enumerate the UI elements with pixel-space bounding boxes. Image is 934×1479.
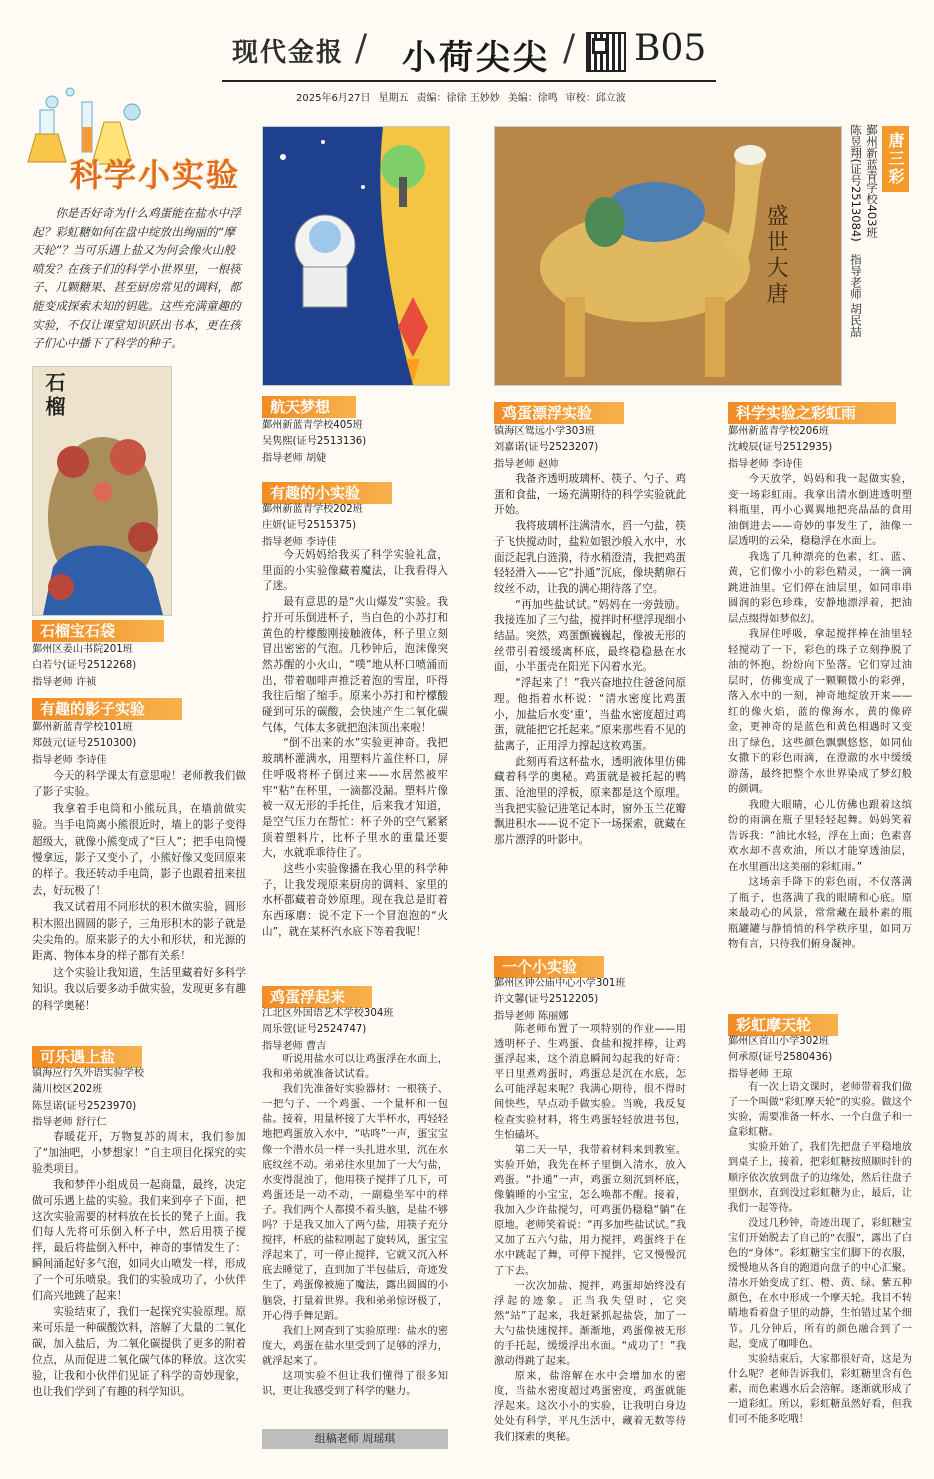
article-body: 我备齐透明玻璃杯、筷子、勺子、鸡蛋和食盐，一场充满期待的科学实验就此开始。 我将玻璃杯注满清水，舀一勺盐，筷子飞快搅动时，盐粒如银沙般入水中，水面泛起乳白涟漪，待水稍澄清，我把鸡蛋轻轻滑入——它“扑通”沉底，像块鹅卵石纹丝不动，让我的满心期待落了空。 “再加些盐试试。”妈妈在一旁鼓励。我接连加了三勺盐，搅拌时杯壁浮现细小结晶。突然，鸡蛋颤巍巍起，像被无形的丝带引着缓缓离杯底，最终稳稳悬在水面，小半蛋壳在阳光下闪着水光。 “浮起来了！”我兴奋地拉住爸爸问原理。他指着水杯说：“清水密度比鸡蛋小，加盐后水变‘重’，当盐水密度超过鸡蛋，就能把它托起来。”原来那些看不见的盐离子，正用浮力撑起这枚鸡蛋。 此刻再看这杯盐水，透明液体里仿佛藏着科学的奥秘。鸡蛋就是被托起的鸭蛋、沧池里的浮板，原来都是这个原理。当我把实验记进笔记本时，窗外玉兰花瓣飘进积水——说不定下一场探索，就藏在那片漂浮的叶影中。 [494, 473, 686, 847]
art-caption: 唐三彩 [882, 126, 909, 192]
intro-text: 你是否好奇为什么鸡蛋能在盐水中浮起？彩虹糖如何在盘中绽放出绚丽的“摩天轮”？当可乐遇上盐又为何会像火山般喷发？在孩子们的科学小世界里，一根筷子、几颗糖果、甚至厨房常见的调料，都能变成探索未知的钥匙。这些充满童趣的实验，不仅让课堂知识跃出书本，更在孩子们心中播下了科学的种子。 [32, 206, 241, 351]
article-title: 彩虹摩天轮 [728, 1014, 838, 1036]
art-credit: 鄞州区姜山书院201班 白若兮(证号2512268) 指导老师 许祯 [32, 644, 137, 688]
art-caption: 石榴宝石袋 [32, 620, 164, 642]
painting-inscription: 盛世大唐 [763, 204, 788, 308]
organizer-credit: 组稿老师 周瑶琪 [262, 1429, 448, 1449]
paper-name: 现代金报 [232, 38, 345, 68]
article-title: 有趣的影子实验 [32, 698, 182, 720]
article-body: 听说用盐水可以让鸡蛋浮在水面上，我和弟弟就准备试试看。 我们先准备好实验器材：一根筷子、一把勺子、一个鸡蛋、一个量杯和一包盐。接着，用量杯接了大半杯水，再轻轻地把鸡蛋放入水中，“咕咚”一声，蛋宝宝像一个潜水员一样一头扎进水里，沉在水底纹丝不动。弟弟往水里加了一大勺盐，水变得混浊了，他用筷子搅拌了几下，可鸡蛋还是一动不动，一副稳坐军中的样子。我们两个人都摸不着头脑，是盐不够吗？于是我又加入了两勺盐，用筷子充分搅拌，杯底的盐粒刚起了旋转风，蛋宝宝浮起来了，可一停止搅拌，它就又沉入杯底去睡觉了，直到加了半包盐后，奇迹发生了，鸡蛋像被施了魔法，露出圆圆的小脑袋，打量着世界。我和弟弟惊讶极了，开心得手舞足蹈。 我们上网查到了实验原理：盐水的密度大，鸡蛋在盐水里受到了足够的浮力，就浮起来了。 这项实验不但让我们懂得了很多知识，更让我感受到了科学的魅力。 [262, 1053, 448, 1398]
article-body: 陈老师布置了一项特别的作业——用透明杯子、生鸡蛋、食盐和搅拌棒，让鸡蛋浮起来，这个消息瞬间勾起我的好奇：平日里煮鸡蛋时，鸡蛋总是沉在水底，怎么可能浮起来呢？我满心期待，很不得时间快些，早点动手做实验。当晚，我反复检查实验材料，将生鸡蛋轻轻放进书包，生怕磕坏。 第二天一早，我带着材料来到教室。实验开始，我先在杯子里倒入清水，放入鸡蛋。“扑通”一声，鸡蛋立刻沉到杯底，像躺睡的小宝宝，怎么唤都不醒。接着，我加入少许盐搅匀，可鸡蛋仍稳稳“躺”在原地。老师笑着说：“再多加些盐试试。”我又加了五六勺盐，用力搅拌，鸡蛋终于在水中跳起了舞，可停下搅拌，它又慢慢沉了下去。 一次次加盐、搅拌，鸡蛋却始终没有浮起的迹象。正当我失望时，它突然“站”了起来，我赶紧抓起盐袋，加了一大勺盐快速搅拌。渐渐地，鸡蛋像被无形的手托起，缓缓浮出水面。“成功了！”我激动得跳了起来。 原来，盐溶解在水中会增加水的密度，当盐水密度超过鸡蛋密度，鸡蛋就能浮起来。这次小小的实验，让我明白身边处处有科学，平凡生活中，藏着无数等待我们探索的奥秘。 [494, 1023, 686, 1443]
article-title: 科学实验之彩虹雨 [728, 402, 896, 424]
section-name: 小荷尖尖 [402, 38, 550, 78]
article-byline: 鄞州区钟公庙中心小学301班 许文馨(证号2512205) 指导老师 陈丽娜 [494, 978, 626, 1022]
masthead-rule [222, 80, 716, 82]
page-number: B05 [634, 28, 707, 69]
article-body: 春暖花开，万物复苏的周末，我们参加了“加油吧，小梦想家！”自主项目化探究的实验类项目。 我和梦伴小组成员一起商量，最终，决定做可乐遇上盐的实验。我们来到亭子下面，把这次实验需要的材料放在长长的凳子上面。我们每人先将可乐倒入杯子中，然后用筷子搅拌，最后将盐倒入杯中，神奇的事情发生了：瞬间涌起好多气泡，如同火山喷发一样，形成了一个可乐喷泉。我们的实验成功了，小伙伴们高兴地跳了起来！ 实验结束了，我们一起探究实验原理。原来可乐是一种碳酸饮料，溶解了大量的二氧化碳，加入盐后，为二氧化碳提供了更多的附着位点，从而促进二氧化碳气体的释放。这次实验，让我和小伙伴们见证了科学的奇妙现象，也让我们学到了有趣的科学知识。 [32, 1131, 246, 1398]
article-body: 今天放学，妈妈和我一起做实验，变一场彩虹雨。我拿出清水倒进透明塑料瓶里，再小心翼翼地把亮晶晶的食用油倒进去——奇妙的事发生了，油像一层透明的云朵，稳稳浮在水面上。 我选了几种漂亮的色素，红、蓝、黄，它们像小小的彩色精灵，一滴一滴跳进油里。它们停在油层里，如同串串圆润的彩色珍珠，安静地漂浮着，把油层点缀得如梦似幻。 我屏住呼吸，拿起搅拌棒在油里轻轻搅动了一下，彩色的珠子立刻挣脱了油的怀抱，纷纷向下坠落。它们穿过油层时，仿佛变成了一颗颗微小的彩弹，落入水中的一刻，神奇地绽放开来——红的像火焰，蓝的像海水，黄的像碎金，更神奇的是蓝色和黄色相遇时又变出了绿色，这些颜色飘飘悠悠，如同仙女撒下的彩色雨滴，在澄澈的水中缓缓游荡，最终把整个水世界染成了梦幻般的颜调。 我瞪大眼睛，心儿仿佛也跟着这缤纷的雨滴在瓶子里轻轻起舞。妈妈笑着告诉我：“油比水轻，浮在上面；色素喜欢水却不喜欢油，所以才能穿透油层，在水里画出这美丽的彩虹雨。” 这场亲手降下的彩色雨，不仅落满了瓶子，也落满了我的眼睛和心底。原来最动心的风景，常常藏在最朴素的瓶瓶罐罐与静悄悄的科学秩序里，如同万物有言，只待我们俯身凝神。 [728, 473, 912, 950]
masthead-divider: / [563, 28, 576, 69]
article-title: 可乐遇上盐 [32, 1046, 142, 1068]
article-body: 今天妈妈给我买了科学实验礼盒，里面的小实验像藏着魔法，让我看得入了迷。 最有意思的是“火山爆发”实验。我拧开可乐倒进杯子，当白色的小苏打和黄色的柠檬酸刚接触液体，杯子里立刻冒出密密的气泡。几秒钟后，泡沫像突然苏醒的小火山，“噗”地从杯口喷涌而出，带着咖啡声推泛着泡的雪崖，吓得我往后缩了缩手。原来小苏打和柠檬酸碰到可乐的碳酸，会快速产生二氧化碳气体，气体太多就把泡沫顶出来啦！ “倒不出来的水”实验更神奇。我把玻璃杯灌满水，用塑料片盖住杯口，屏住呼吸将杯子倒过来——水居然被牢牢“粘”在杯里，一滴都没漏。塑料片像被一双无形的手托住，后来我才知道，是空气压力在帮忙：杯子外的空气紧紧顶着塑料片，比杯子里水的重量还要大，水就乖乖待住了。 这些小实验像播在我心里的科学种子，让我发现原来厨房的调料、家里的水杯都藏着奇妙原理。现在我总是盯着东西琢磨：说不定下一个冒泡泡的“火山”，就在某杯汽水底下等着我呢！ [262, 549, 448, 938]
article-byline: 鄞州新蓝青学校206班 沈峻辰(证号2512935) 指导老师 李诗佳 [728, 426, 833, 470]
article-body: 今天的科学课太有意思啦！老师教我们做了影子实验。 我拿着手电筒和小熊玩具，在墙前做实验。当手电筒离小熊很近时，墙上的影子变得超级大，就像小熊变成了“巨人”；把手电筒慢慢拿远，影子又变小了，小熊好像又变回原来的样子。我还转动手电筒，影子也跟着扭来扭去，好玩极了！ 我又试着用不同形状的积木做实验，圆形积木照出圆圆的影子，三角形积木的影子就是尖尖角的。原来影子的大小和形状，和光源的距离、物体本身的样子都有关系！ 这个实验让我知道，生活里藏着好多科学知识。我以后要多动手做实验，发现更多有趣的科学奥秘！ [32, 770, 246, 1012]
dateline: 2025年6月27日 星期五 责编：徐徐 王妙妙 美编：徐鸣 审校：邱立波 [296, 93, 626, 104]
article-byline: 镇海应行久外语实验学校 蒲川校区202班 陈昱诺(证号2523970) 指导老师 舒行仁 [32, 1068, 145, 1129]
article-byline: 鄞州区首山小学302班 何承原(证号2580436) 指导老师 王琼 [728, 1036, 833, 1080]
art-caption: 航天梦想 [262, 396, 356, 418]
art-credit: 鄞州新蓝青学校403班 陈昱翔(证号2513084) 指导老师 胡民喆 [849, 124, 879, 338]
masthead-divider: / [355, 28, 368, 69]
painting-inscription: 石榴 [42, 372, 66, 420]
article-byline: 江北区外国语艺术学校304班 周乐萱(证号2524747) 指导老师 曹吉 [262, 1008, 394, 1052]
article-body: 有一次上语文课时，老师带着我们做了一个叫做“彩虹摩天轮”的实验。做这个实验，需要准备一杯水、一个白盘子和一盒彩虹糖。 实验开始了，我们先把盘子平稳地放到桌子上，接着，把彩虹糖按照顺时针的顺序依次放到盘子的边缘处，然后往盘子里倒水，直到没过彩虹糖为止，最后，让我们一起等待。 没过几秒钟，奇迹出现了，彩虹糖宝宝们开始脱去了自己的“衣服”，露出了白色的“身体”。彩虹糖宝宝们脚下的衣服，缓慢地从各自的跑道向盘子的中心汇聚。清水开始变成了红、橙、黄、绿、紫五种颜色，在水中形成一个摩天轮。我目不转睛地看着盘子里的动静，生怕错过某个细节。几分钟后，所有的颜色融合到了一起，变成了咖啡色。 实验结束后，大家都很好奇，这是为什么呢？老师告诉我们，彩虹糖里含有色素，而色素遇水后会溶解。逐渐就形成了一道彩虹。所以，彩虹糖虽然好看，但我们可不能多吃哦！ [728, 1082, 912, 1426]
astronaut-painting[interactable] [262, 126, 450, 386]
qr-code-icon[interactable] [586, 32, 626, 72]
article-title: 鸡蛋浮起来 [262, 986, 372, 1008]
article-title: 一个小实验 [494, 956, 604, 978]
article-byline: 镇海区鸳远小学303班 刘嘉诺(证号2523207) 指导老师 赵帅 [494, 426, 599, 470]
art-credit: 鄞州新蓝青学校405班 吴隽熙(证号2513136) 指导老师 胡婕 [262, 420, 367, 464]
article-title: 有趣的小实验 [262, 482, 392, 504]
article-title: 鸡蛋漂浮实验 [494, 402, 624, 424]
article-byline: 鄞州新蓝青学校101班 郑鼓元(证号2510300) 指导老师 李诗佳 [32, 722, 137, 766]
section-title: 科学小实验 [70, 156, 241, 194]
article-byline: 鄞州新蓝青学校202班 庄妍(证号2515375) 指导老师 李诗佳 [262, 504, 363, 548]
